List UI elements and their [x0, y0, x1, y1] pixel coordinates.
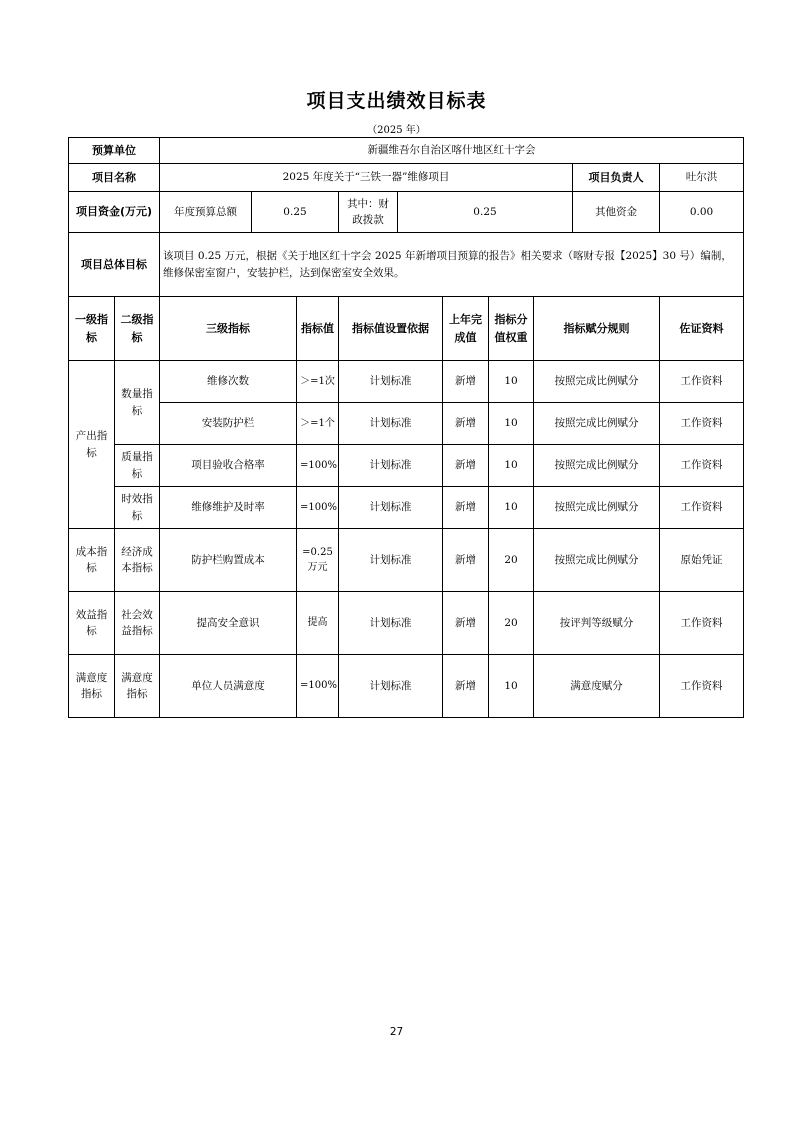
value-cell: ＞=1个: [297, 403, 339, 445]
evidence-cell: 工作资料: [660, 403, 744, 445]
performance-table: [68, 137, 744, 718]
indicator-cell: 防护栏购置成本: [160, 529, 297, 592]
basis-cell: 计划标准: [339, 529, 443, 592]
page-title: 项目支出绩效目标表: [306, 90, 487, 112]
basis-cell: 计划标准: [339, 655, 443, 718]
last-year-cell: 新增: [443, 403, 489, 445]
indicator-cell: 提高安全意识: [160, 592, 297, 655]
value-cell: ＞=1次: [297, 361, 339, 403]
goal-row: [69, 233, 744, 297]
group-quantity: 数量指标: [115, 361, 160, 445]
value-cell: =100%: [297, 445, 339, 487]
header-rule: 指标赋分规则: [534, 297, 660, 361]
evidence-cell: 工作资料: [660, 592, 744, 655]
weight-cell: 10: [489, 655, 534, 718]
fiscal-label: 其中：财政拨款: [339, 192, 398, 233]
rule-cell: 按照完成比例赋分: [534, 361, 660, 403]
annual-budget-label: 年度预算总额: [160, 192, 252, 233]
last-year-cell: 新增: [443, 361, 489, 403]
header-basis: 指标值设置依据: [339, 297, 443, 361]
weight-cell: 10: [489, 361, 534, 403]
weight-cell: 20: [489, 529, 534, 592]
header-row: [69, 297, 744, 361]
table-row: [69, 655, 744, 718]
table-row: [69, 403, 744, 445]
funds-row: [69, 192, 744, 233]
indicator-cell: 项目验收合格率: [160, 445, 297, 487]
indicator-cell: 安装防护栏: [160, 403, 297, 445]
rule-cell: 按照完成比例赋分: [534, 403, 660, 445]
evidence-cell: 原始凭证: [660, 529, 744, 592]
last-year-cell: 新增: [443, 655, 489, 718]
weight-cell: 10: [489, 487, 534, 529]
weight-cell: 10: [489, 445, 534, 487]
header-last-year: 上年完成值: [443, 297, 489, 361]
last-year-cell: 新增: [443, 529, 489, 592]
value-cell: 提高: [297, 592, 339, 655]
goal-value: 该项目 0.25 万元，根据《关于地区红十字会 2025 年新增项目预算的报告》相关要求（喀财专报【2025】30 号）编制，维修保密室窗户，安装护栏，达到保密室安全效果。: [160, 233, 744, 297]
rule-cell: 满意度赋分: [534, 655, 660, 718]
project-name-row: [69, 164, 744, 192]
group-cost-l2: 经济成本指标: [115, 529, 160, 592]
basis-cell: 计划标准: [339, 487, 443, 529]
group-quality: 质量指标: [115, 445, 160, 487]
basis-cell: 计划标准: [339, 445, 443, 487]
funds-label: 项目资金(万元): [69, 192, 160, 233]
indicator-cell: 单位人员满意度: [160, 655, 297, 718]
group-benefit-l1: 效益指标: [69, 592, 115, 655]
basis-cell: 计划标准: [339, 592, 443, 655]
rule-cell: 按评判等级赋分: [534, 592, 660, 655]
header-weight: 指标分值权重: [489, 297, 534, 361]
header-evidence: 佐证资料: [660, 297, 744, 361]
indicator-cell: 维修次数: [160, 361, 297, 403]
annual-budget-value: 0.25: [252, 192, 339, 233]
evidence-cell: 工作资料: [660, 655, 744, 718]
evidence-cell: 工作资料: [660, 445, 744, 487]
other-value: 0.00: [660, 192, 744, 233]
page-number: 27: [389, 1026, 404, 1038]
rule-cell: 按照完成比例赋分: [534, 487, 660, 529]
last-year-cell: 新增: [443, 445, 489, 487]
group-benefit-l2: 社会效益指标: [115, 592, 160, 655]
last-year-cell: 新增: [443, 487, 489, 529]
table-row: [69, 361, 744, 403]
group-timeliness: 时效指标: [115, 487, 160, 529]
rule-cell: 按照完成比例赋分: [534, 529, 660, 592]
header-value: 指标值: [297, 297, 339, 361]
table-row: [69, 487, 744, 529]
other-label: 其他资金: [573, 192, 660, 233]
value-cell: =100%: [297, 655, 339, 718]
table-row: [69, 592, 744, 655]
basis-cell: 计划标准: [339, 361, 443, 403]
weight-cell: 10: [489, 403, 534, 445]
fiscal-value: 0.25: [398, 192, 573, 233]
rule-cell: 按照完成比例赋分: [534, 445, 660, 487]
evidence-cell: 工作资料: [660, 361, 744, 403]
table-row: [69, 445, 744, 487]
leader-label: 项目负责人: [573, 164, 660, 192]
header-level2: 二级指标: [115, 297, 160, 361]
table-row: [69, 529, 744, 592]
project-name-value: 2025 年度关于“三铁一器”维修项目: [160, 164, 573, 192]
leader-value: 吐尔洪: [660, 164, 744, 192]
project-name-label: 项目名称: [69, 164, 160, 192]
group-cost-l1: 成本指标: [69, 529, 115, 592]
year-label: （2025 年）: [367, 125, 426, 136]
weight-cell: 20: [489, 592, 534, 655]
evidence-cell: 工作资料: [660, 487, 744, 529]
value-cell: =100%: [297, 487, 339, 529]
goal-label: 项目总体目标: [69, 233, 160, 297]
header-level1: 一级指标: [69, 297, 115, 361]
budget-unit-row: [69, 138, 744, 164]
budget-unit-value: 新疆维吾尔自治区喀什地区红十字会: [160, 138, 744, 164]
group-satisfaction-l1: 满意度指标: [69, 655, 115, 718]
header-level3: 三级指标: [160, 297, 297, 361]
group-satisfaction-l2: 满意度指标: [115, 655, 160, 718]
basis-cell: 计划标准: [339, 403, 443, 445]
last-year-cell: 新增: [443, 592, 489, 655]
group-output: 产出指标: [69, 361, 115, 529]
indicator-cell: 维修维护及时率: [160, 487, 297, 529]
value-cell: =0.25万元: [297, 529, 339, 592]
budget-unit-label: 预算单位: [69, 138, 160, 164]
